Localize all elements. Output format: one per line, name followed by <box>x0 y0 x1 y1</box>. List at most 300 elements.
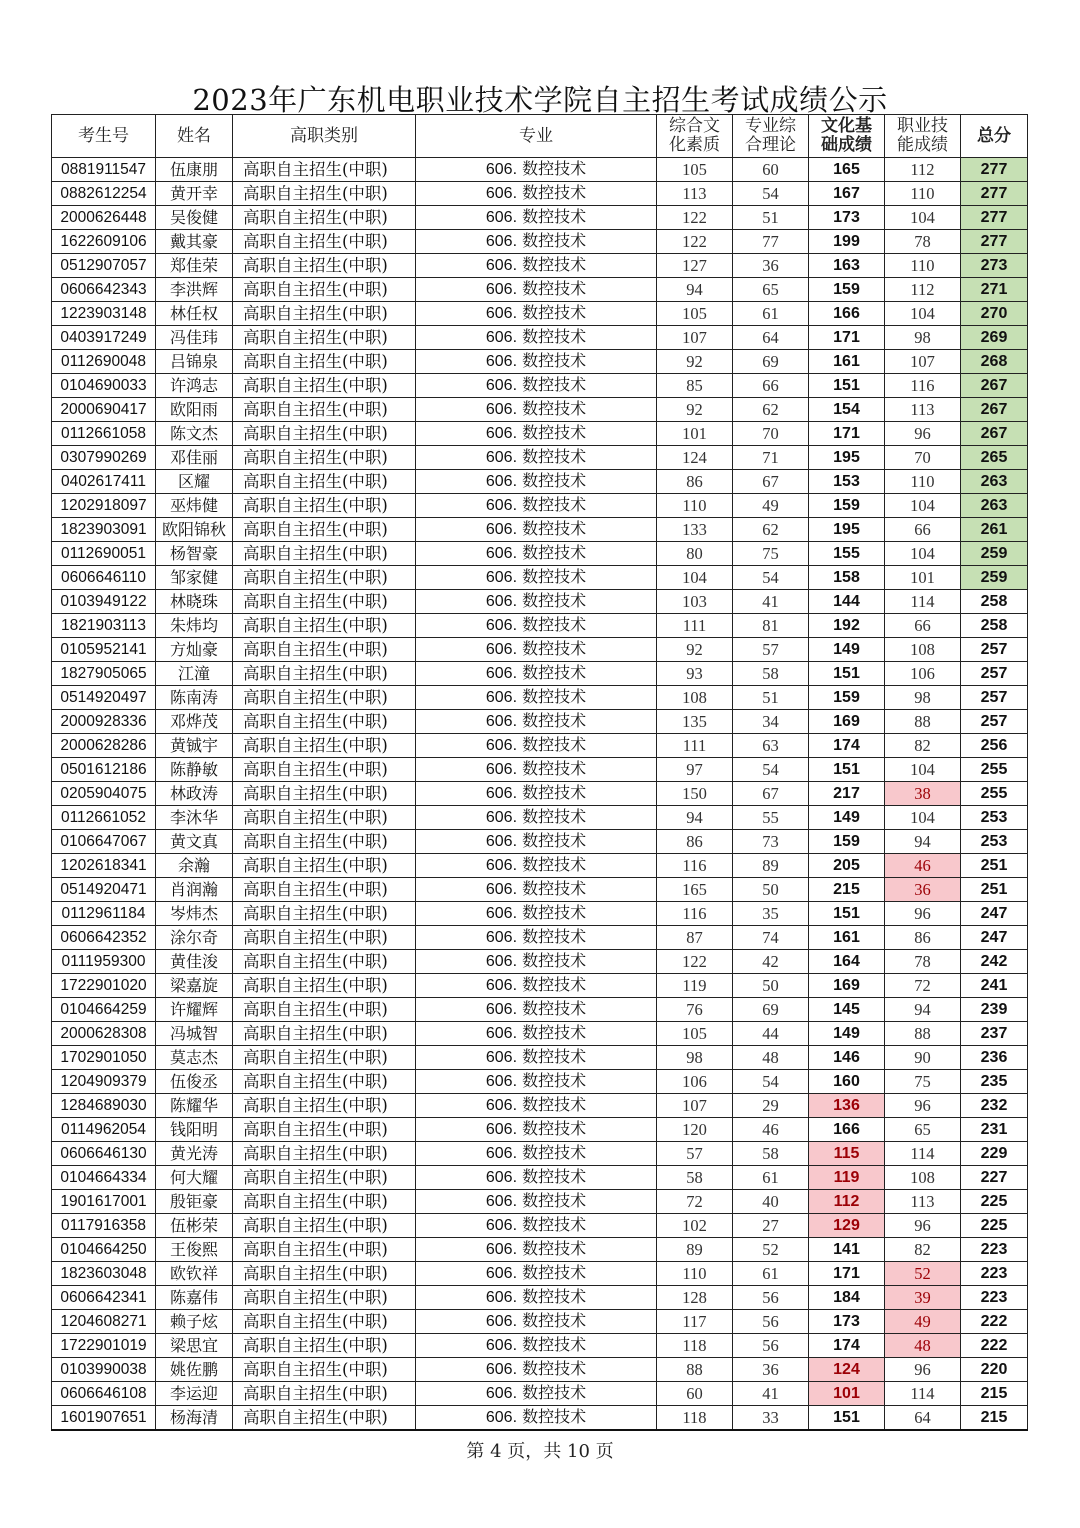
table-row <box>52 638 1028 662</box>
cell-name: 黄开幸 <box>156 182 233 206</box>
cell-skill: 104 <box>885 494 961 518</box>
cell-total: 265 <box>961 446 1028 470</box>
cell-category: 高职自主招生(中职) <box>233 470 416 494</box>
cell-total: 259 <box>961 542 1028 566</box>
cell-skill: 88 <box>885 1022 961 1046</box>
cell-skill: 107 <box>885 350 961 374</box>
cell-skill: 82 <box>885 734 961 758</box>
cell-skill: 49 <box>885 1310 961 1334</box>
cell-category: 高职自主招生(中职) <box>233 1238 416 1262</box>
cell-exam-id: 0882612254 <box>52 182 156 206</box>
table-row <box>52 662 1028 686</box>
cell-major-theory: 51 <box>733 206 809 230</box>
cell-skill: 64 <box>885 1406 961 1431</box>
cell-category: 高职自主招生(中职) <box>233 254 416 278</box>
cell-exam-id: 0112661052 <box>52 806 156 830</box>
major-code: 606. <box>485 545 518 562</box>
cell-culture-basic: 164 <box>809 950 885 974</box>
major-name: 数控技术 <box>522 639 587 658</box>
cell-name: 欧阳雨 <box>156 398 233 422</box>
cell-category: 高职自主招生(中职) <box>233 710 416 734</box>
cell-major <box>416 950 657 974</box>
cell-name: 冯佳玮 <box>156 326 233 350</box>
cell-skill: 82 <box>885 1238 961 1262</box>
major-code: 606. <box>485 425 518 442</box>
cell-category: 高职自主招生(中职) <box>233 518 416 542</box>
major-code: 606. <box>485 1361 518 1378</box>
cell-category: 高职自主招生(中职) <box>233 854 416 878</box>
cell-exam-id: 2000690417 <box>52 398 156 422</box>
cell-exam-id: 0104664259 <box>52 998 156 1022</box>
cell-culture-basic: 169 <box>809 974 885 998</box>
cell-major <box>416 206 657 230</box>
cell-category: 高职自主招生(中职) <box>233 734 416 758</box>
cell-exam-id: 0512907057 <box>52 254 156 278</box>
cell-total: 235 <box>961 1070 1028 1094</box>
cell-major-theory: 66 <box>733 374 809 398</box>
cell-total: 267 <box>961 374 1028 398</box>
cell-total: 242 <box>961 950 1028 974</box>
cell-skill: 75 <box>885 1070 961 1094</box>
cell-culture-quality: 107 <box>657 1094 733 1118</box>
cell-culture-quality: 105 <box>657 1022 733 1046</box>
cell-name: 林晓珠 <box>156 590 233 614</box>
cell-culture-quality: 107 <box>657 326 733 350</box>
cell-exam-id: 2000928336 <box>52 710 156 734</box>
cell-culture-basic: 151 <box>809 662 885 686</box>
cell-total: 257 <box>961 710 1028 734</box>
cell-name: 姚佐鹏 <box>156 1358 233 1382</box>
major-code: 606. <box>485 281 518 298</box>
cell-culture-basic: 192 <box>809 614 885 638</box>
cell-total: 267 <box>961 398 1028 422</box>
cell-major <box>416 590 657 614</box>
cell-exam-id: 0112661058 <box>52 422 156 446</box>
cell-category: 高职自主招生(中职) <box>233 398 416 422</box>
cell-major <box>416 1094 657 1118</box>
cell-culture-basic: 159 <box>809 686 885 710</box>
cell-major <box>416 566 657 590</box>
cell-name: 区耀 <box>156 470 233 494</box>
cell-major <box>416 1070 657 1094</box>
cell-culture-basic: 174 <box>809 734 885 758</box>
table-row <box>52 254 1028 278</box>
cell-major-theory: 42 <box>733 950 809 974</box>
cell-culture-basic: 115 <box>809 1142 885 1166</box>
table-row <box>52 1382 1028 1406</box>
cell-major-theory: 67 <box>733 782 809 806</box>
major-name: 数控技术 <box>522 1047 587 1066</box>
cell-exam-id: 0103949122 <box>52 590 156 614</box>
cell-exam-id: 1202918097 <box>52 494 156 518</box>
cell-culture-quality: 150 <box>657 782 733 806</box>
cell-name: 杨海清 <box>156 1406 233 1431</box>
major-code: 606. <box>485 953 518 970</box>
cell-name: 黄铖宇 <box>156 734 233 758</box>
page-title: 2023年广东机电职业技术学院自主招生考试成绩公示 <box>192 83 888 117</box>
cell-skill: 98 <box>885 326 961 350</box>
cell-skill: 104 <box>885 542 961 566</box>
major-name: 数控技术 <box>522 1071 587 1090</box>
cell-category: 高职自主招生(中职) <box>233 1262 416 1286</box>
cell-total: 257 <box>961 686 1028 710</box>
cell-exam-id: 0112690051 <box>52 542 156 566</box>
cell-skill: 98 <box>885 686 961 710</box>
cell-exam-id: 1722901019 <box>52 1334 156 1358</box>
cell-culture-quality: 97 <box>657 758 733 782</box>
cell-major-theory: 61 <box>733 302 809 326</box>
cell-total: 247 <box>961 926 1028 950</box>
table-row <box>52 1310 1028 1334</box>
header-id: 考生号 <box>52 115 156 158</box>
cell-exam-id: 0606646110 <box>52 566 156 590</box>
cell-culture-quality: 122 <box>657 230 733 254</box>
cell-category: 高职自主招生(中职) <box>233 326 416 350</box>
cell-total: 251 <box>961 878 1028 902</box>
cell-category: 高职自主招生(中职) <box>233 1022 416 1046</box>
table-row <box>52 1166 1028 1190</box>
cell-skill: 72 <box>885 974 961 998</box>
cell-exam-id: 1204608271 <box>52 1310 156 1334</box>
cell-culture-quality: 101 <box>657 422 733 446</box>
table-row <box>52 686 1028 710</box>
cell-culture-basic: 144 <box>809 590 885 614</box>
cell-culture-quality: 76 <box>657 998 733 1022</box>
cell-culture-quality: 102 <box>657 1214 733 1238</box>
cell-name: 李沐华 <box>156 806 233 830</box>
cell-skill: 114 <box>885 1142 961 1166</box>
cell-major-theory: 74 <box>733 926 809 950</box>
table-row <box>52 1022 1028 1046</box>
table-row <box>52 398 1028 422</box>
cell-major-theory: 89 <box>733 854 809 878</box>
cell-culture-quality: 93 <box>657 662 733 686</box>
cell-name: 朱炜均 <box>156 614 233 638</box>
cell-name: 冯城智 <box>156 1022 233 1046</box>
cell-culture-basic: 149 <box>809 806 885 830</box>
header-culture-basic-line1: 文化基 <box>821 116 872 136</box>
cell-category: 高职自主招生(中职) <box>233 974 416 998</box>
table-row <box>52 1070 1028 1094</box>
major-name: 数控技术 <box>522 423 587 442</box>
header-culture-quality-line1: 综合文 <box>669 116 720 136</box>
table-row <box>52 494 1028 518</box>
cell-culture-quality: 113 <box>657 182 733 206</box>
cell-culture-basic: 151 <box>809 1406 885 1431</box>
cell-major-theory: 36 <box>733 254 809 278</box>
cell-exam-id: 1702901050 <box>52 1046 156 1070</box>
table-row <box>52 1286 1028 1310</box>
major-name: 数控技术 <box>522 567 587 586</box>
cell-skill: 112 <box>885 158 961 182</box>
major-code: 606. <box>485 641 518 658</box>
major-name: 数控技术 <box>522 1311 587 1330</box>
cell-culture-basic: 161 <box>809 926 885 950</box>
cell-culture-quality: 122 <box>657 206 733 230</box>
cell-skill: 39 <box>885 1286 961 1310</box>
table-row <box>52 806 1028 830</box>
cell-total: 239 <box>961 998 1028 1022</box>
major-code: 606. <box>485 1385 518 1402</box>
cell-name: 吕锦泉 <box>156 350 233 374</box>
header-total: 总分 <box>961 115 1028 158</box>
score-table <box>51 114 1028 1431</box>
cell-major-theory: 73 <box>733 830 809 854</box>
cell-major-theory: 61 <box>733 1262 809 1286</box>
cell-total: 220 <box>961 1358 1028 1382</box>
major-code: 606. <box>485 353 518 370</box>
cell-major <box>416 470 657 494</box>
major-code: 606. <box>485 665 518 682</box>
cell-major <box>416 1310 657 1334</box>
major-name: 数控技术 <box>522 1167 587 1186</box>
cell-major-theory: 56 <box>733 1286 809 1310</box>
cell-category: 高职自主招生(中职) <box>233 878 416 902</box>
table-row <box>52 422 1028 446</box>
cell-major-theory: 58 <box>733 1142 809 1166</box>
table-row <box>52 854 1028 878</box>
cell-skill: 112 <box>885 278 961 302</box>
major-name: 数控技术 <box>522 615 587 634</box>
cell-skill: 96 <box>885 1214 961 1238</box>
cell-skill: 106 <box>885 662 961 686</box>
table-row <box>52 1118 1028 1142</box>
cell-total: 271 <box>961 278 1028 302</box>
cell-culture-basic: 171 <box>809 1262 885 1286</box>
header-culture-basic-line2: 础成绩 <box>821 135 872 155</box>
major-code: 606. <box>485 1193 518 1210</box>
cell-category: 高职自主招生(中职) <box>233 278 416 302</box>
cell-culture-basic: 166 <box>809 1118 885 1142</box>
cell-culture-basic: 184 <box>809 1286 885 1310</box>
cell-culture-basic: 141 <box>809 1238 885 1262</box>
cell-total: 255 <box>961 758 1028 782</box>
cell-skill: 114 <box>885 590 961 614</box>
cell-major <box>416 1166 657 1190</box>
cell-major-theory: 56 <box>733 1310 809 1334</box>
cell-name: 陈文杰 <box>156 422 233 446</box>
cell-skill: 104 <box>885 806 961 830</box>
cell-category: 高职自主招生(中职) <box>233 1190 416 1214</box>
cell-culture-quality: 116 <box>657 854 733 878</box>
table-row <box>52 230 1028 254</box>
cell-major-theory: 71 <box>733 446 809 470</box>
cell-major-theory: 69 <box>733 998 809 1022</box>
cell-exam-id: 1284689030 <box>52 1094 156 1118</box>
header-row <box>52 115 1028 158</box>
cell-culture-basic: 169 <box>809 710 885 734</box>
major-name: 数控技术 <box>522 279 587 298</box>
cell-culture-quality: 58 <box>657 1166 733 1190</box>
major-code: 606. <box>485 449 518 466</box>
cell-culture-basic: 199 <box>809 230 885 254</box>
cell-name: 余瀚 <box>156 854 233 878</box>
cell-exam-id: 0606642343 <box>52 278 156 302</box>
cell-name: 郑佳荣 <box>156 254 233 278</box>
major-name: 数控技术 <box>522 591 587 610</box>
cell-major-theory: 46 <box>733 1118 809 1142</box>
cell-exam-id: 1823903091 <box>52 518 156 542</box>
cell-exam-id: 0104664334 <box>52 1166 156 1190</box>
table-row <box>52 974 1028 998</box>
header-culture-quality <box>657 115 733 158</box>
cell-category: 高职自主招生(中职) <box>233 590 416 614</box>
cell-skill: 88 <box>885 710 961 734</box>
cell-total: 255 <box>961 782 1028 806</box>
major-code: 606. <box>485 737 518 754</box>
major-name: 数控技术 <box>522 735 587 754</box>
major-code: 606. <box>485 1121 518 1138</box>
cell-name: 林任权 <box>156 302 233 326</box>
major-name: 数控技术 <box>522 975 587 994</box>
cell-total: 225 <box>961 1190 1028 1214</box>
cell-culture-quality: 135 <box>657 710 733 734</box>
cell-name: 陈南涛 <box>156 686 233 710</box>
cell-culture-quality: 108 <box>657 686 733 710</box>
cell-name: 巫炜健 <box>156 494 233 518</box>
cell-total: 277 <box>961 182 1028 206</box>
cell-culture-basic: 154 <box>809 398 885 422</box>
cell-category: 高职自主招生(中职) <box>233 1118 416 1142</box>
cell-culture-quality: 94 <box>657 278 733 302</box>
cell-exam-id: 0106647067 <box>52 830 156 854</box>
table-row <box>52 734 1028 758</box>
cell-total: 232 <box>961 1094 1028 1118</box>
cell-major <box>416 494 657 518</box>
major-name: 数控技术 <box>522 831 587 850</box>
cell-major-theory: 54 <box>733 758 809 782</box>
major-code: 606. <box>485 593 518 610</box>
major-name: 数控技术 <box>522 543 587 562</box>
major-name: 数控技术 <box>522 1215 587 1234</box>
cell-skill: 96 <box>885 902 961 926</box>
cell-name: 邹家健 <box>156 566 233 590</box>
cell-major <box>416 1190 657 1214</box>
cell-name: 杨智豪 <box>156 542 233 566</box>
cell-culture-basic: 217 <box>809 782 885 806</box>
cell-major-theory: 61 <box>733 1166 809 1190</box>
cell-major-theory: 50 <box>733 974 809 998</box>
major-name: 数控技术 <box>522 303 587 322</box>
major-code: 606. <box>485 401 518 418</box>
table-row <box>52 1334 1028 1358</box>
cell-culture-basic: 163 <box>809 254 885 278</box>
cell-category: 高职自主招生(中职) <box>233 614 416 638</box>
major-name: 数控技术 <box>522 687 587 706</box>
major-name: 数控技术 <box>522 1239 587 1258</box>
cell-major <box>416 638 657 662</box>
header-skill <box>885 115 961 158</box>
cell-total: 263 <box>961 470 1028 494</box>
cell-culture-basic: 149 <box>809 1022 885 1046</box>
table-row <box>52 1094 1028 1118</box>
cell-major <box>416 350 657 374</box>
cell-skill: 70 <box>885 446 961 470</box>
cell-category: 高职自主招生(中职) <box>233 446 416 470</box>
cell-name: 伍康朋 <box>156 158 233 182</box>
cell-category: 高职自主招生(中职) <box>233 1334 416 1358</box>
cell-culture-basic: 173 <box>809 1310 885 1334</box>
cell-total: 229 <box>961 1142 1028 1166</box>
cell-major-theory: 62 <box>733 398 809 422</box>
major-name: 数控技术 <box>522 1023 587 1042</box>
cell-culture-basic: 195 <box>809 446 885 470</box>
major-code: 606. <box>485 1025 518 1042</box>
cell-culture-quality: 80 <box>657 542 733 566</box>
cell-culture-basic: 173 <box>809 206 885 230</box>
cell-culture-quality: 92 <box>657 398 733 422</box>
major-code: 606. <box>485 1001 518 1018</box>
major-name: 数控技术 <box>522 759 587 778</box>
cell-exam-id: 0514920471 <box>52 878 156 902</box>
major-code: 606. <box>485 497 518 514</box>
table-row <box>52 998 1028 1022</box>
cell-major <box>416 998 657 1022</box>
major-code: 606. <box>485 1241 518 1258</box>
cell-total: 227 <box>961 1166 1028 1190</box>
cell-culture-quality: 127 <box>657 254 733 278</box>
cell-skill: 65 <box>885 1118 961 1142</box>
cell-exam-id: 0112961184 <box>52 902 156 926</box>
cell-exam-id: 0606646108 <box>52 1382 156 1406</box>
major-code: 606. <box>485 1289 518 1306</box>
cell-skill: 46 <box>885 854 961 878</box>
cell-culture-basic: 145 <box>809 998 885 1022</box>
major-name: 数控技术 <box>522 207 587 226</box>
major-code: 606. <box>485 257 518 274</box>
cell-major <box>416 1358 657 1382</box>
cell-culture-basic: 166 <box>809 302 885 326</box>
cell-name: 何大耀 <box>156 1166 233 1190</box>
cell-culture-quality: 98 <box>657 1046 733 1070</box>
cell-total: 231 <box>961 1118 1028 1142</box>
cell-total: 247 <box>961 902 1028 926</box>
cell-exam-id: 2000626448 <box>52 206 156 230</box>
cell-major <box>416 1262 657 1286</box>
cell-category: 高职自主招生(中职) <box>233 782 416 806</box>
cell-category: 高职自主招生(中职) <box>233 926 416 950</box>
table-row <box>52 158 1028 182</box>
cell-exam-id: 0104690033 <box>52 374 156 398</box>
cell-skill: 38 <box>885 782 961 806</box>
cell-major-theory: 67 <box>733 470 809 494</box>
cell-name: 陈耀华 <box>156 1094 233 1118</box>
cell-name: 肖润瀚 <box>156 878 233 902</box>
cell-total: 259 <box>961 566 1028 590</box>
cell-major-theory: 81 <box>733 614 809 638</box>
cell-total: 215 <box>961 1406 1028 1431</box>
cell-total: 277 <box>961 158 1028 182</box>
cell-name: 陈静敏 <box>156 758 233 782</box>
cell-major <box>416 758 657 782</box>
cell-skill: 78 <box>885 230 961 254</box>
cell-name: 邓佳丽 <box>156 446 233 470</box>
cell-total: 263 <box>961 494 1028 518</box>
major-code: 606. <box>485 329 518 346</box>
cell-major-theory: 62 <box>733 518 809 542</box>
cell-total: 273 <box>961 254 1028 278</box>
major-code: 606. <box>485 305 518 322</box>
header-skill-line2: 能成绩 <box>897 135 948 155</box>
cell-name: 王俊熙 <box>156 1238 233 1262</box>
major-code: 606. <box>485 857 518 874</box>
cell-culture-quality: 111 <box>657 734 733 758</box>
cell-major <box>416 710 657 734</box>
cell-name: 伍彬荣 <box>156 1214 233 1238</box>
cell-major-theory: 65 <box>733 278 809 302</box>
cell-exam-id: 1223903148 <box>52 302 156 326</box>
cell-skill: 52 <box>885 1262 961 1286</box>
